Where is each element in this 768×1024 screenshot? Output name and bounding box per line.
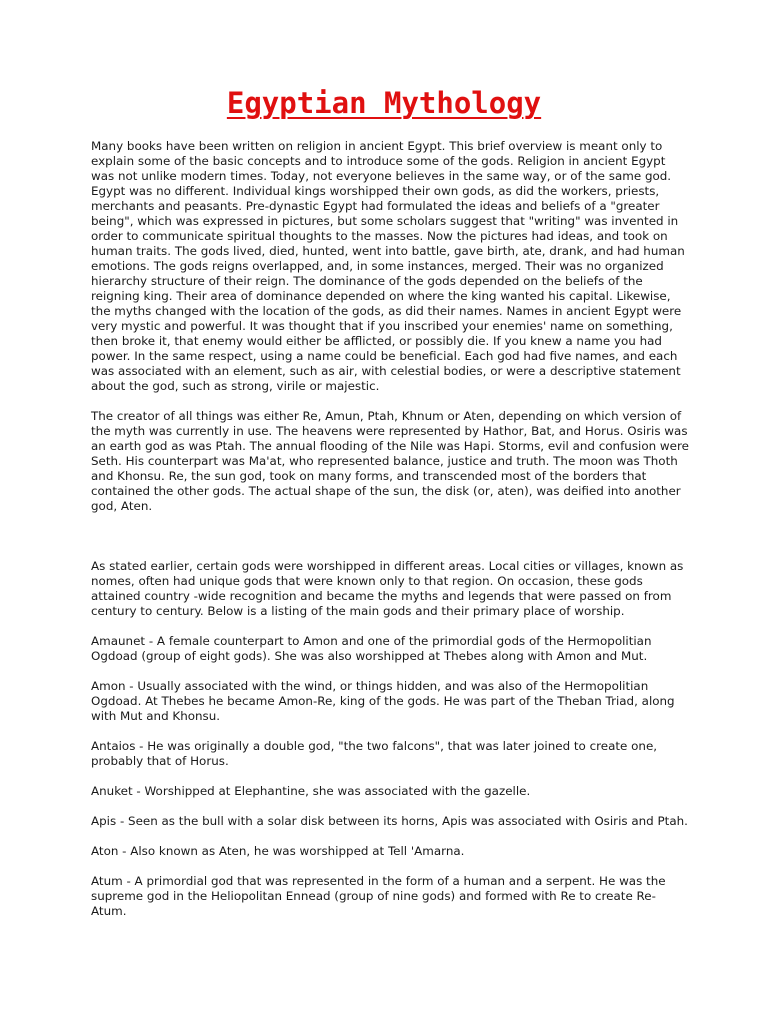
- list-item: Apis - Seen as the bull with a solar disk between its horns, Apis was associated with Osiris and Ptah.: [91, 814, 688, 828]
- paragraph-intro: Many books have been written on religion in ancient Egypt. This brief overview is meant only to explain some of the basic concepts and to introduce some of the gods. Religion in ancient Egypt was not unlike modern times. Today, not everyone believes in the same way, or of the same god. Egypt was no different. Individual kings worshipped their own gods, as did the workers, priests, merchants and peasants. Pre-dynastic Egypt had formulated the ideas and beliefs of a "greater being", which was expressed in pictures, but some scholars suggest that "writing" was invented in order to communicate spiritual thoughts to the masses. Now the pictures had ideas, and took on human traits. The gods lived, died, hunted, went into battle, gave birth, ate, drank, and had human emotions. The gods reigns overlapped, and, in some instances, merged. Their was no organized hierarchy structure of their reign. The dominance of the gods depended on the beliefs of the reigning king. Their area of dominance depended on where the king wanted his capital. Likewise, the myths changed with the location of the gods, as did their names. Names in ancient Egypt were very mystic and powerful. It was thought that if you inscribed your enemies' name on something, then broke it, that enemy would either be afflicted, or possibly die. If you knew a name you had power. In the same respect, using a name could be beneficial. Each god had five names, and each was associated with an element, such as air, with celestial bodies, or were a descriptive statement about the god, such as strong, virile or majestic.: [91, 139, 685, 393]
- document-body: [91, 139, 691, 934]
- paragraph-creator: The creator of all things was either Re, Amun, Ptah, Khnum or Aten, depending on which version of the myth was currently in use. The heavens were represented by Hathor, Bat, and Horus. Osiris was an earth god as was Ptah. The annual flooding of the Nile was Hapi. Storms, evil and confusion were Seth. His counterpart was Ma'at, who represented balance, justice and truth. The moon was Thoth and Khonsu. Re, the sun god, took on many forms, and transcended most of the borders that contained the other gods. The actual shape of the sun, the disk (or, aten), was deified into another god, Aten.: [91, 409, 689, 513]
- list-item: Anuket - Worshipped at Elephantine, she was associated with the gazelle.: [91, 784, 531, 798]
- list-item: Amon - Usually associated with the wind, or things hidden, and was also of the Hermopolitian Ogdoad. At Thebes he became Amon-Re, king of the gods. He was part of the Theban Triad, along with Mut and Khonsu.: [91, 679, 675, 723]
- list-item: Amaunet - A female counterpart to Amon and one of the primordial gods of the Hermopolitian Ogdoad (group of eight gods). She was also worshipped at Thebes along with Amon and Mut.: [91, 634, 652, 663]
- paragraph-local-gods: As stated earlier, certain gods were worshipped in different areas. Local cities or villages, known as nomes, often had unique gods that were known only to that region. On occasion, these gods attained country -wide recognition and became the myths and legends that were passed on from century to century. Below is a listing of the main gods and their primary place of worship.: [91, 559, 684, 618]
- list-item: Antaios - He was originally a double god, "the two falcons", that was later joined to create one, probably that of Horus.: [91, 739, 658, 768]
- list-item: Atum - A primordial god that was represented in the form of a human and a serpent. He was the supreme god in the Heliopolitan Ennead (group of nine gods) and formed with Re to create Re-Atum.: [91, 874, 666, 918]
- list-item: Aton - Also known as Aten, he was worshipped at Tell 'Amarna.: [91, 844, 465, 858]
- page-title: Egyptian Mythology: [226, 86, 542, 120]
